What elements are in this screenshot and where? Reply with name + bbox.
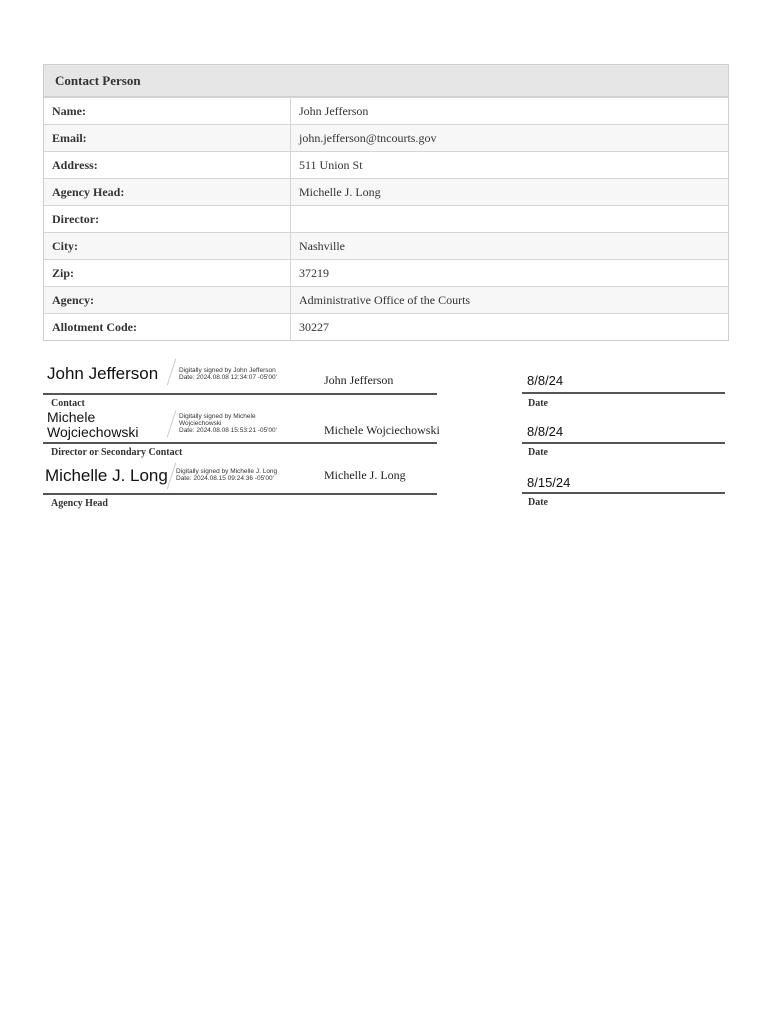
signature-stroke: [167, 411, 177, 438]
row-value: 30227: [299, 320, 329, 334]
row-label: Email:: [44, 125, 291, 151]
row-label: Allotment Code:: [44, 314, 291, 340]
table-row-agency: [44, 286, 728, 313]
date-line: [522, 492, 725, 494]
signature-line: [43, 393, 437, 395]
table-row-name: [44, 97, 728, 124]
row-value: John Jefferson: [299, 104, 369, 118]
printed-name: John Jefferson: [324, 373, 394, 387]
row-label: Address:: [44, 152, 291, 178]
signature-name-line: Wojciechowski: [47, 424, 139, 440]
digital-signature-meta: [179, 367, 277, 381]
meta-line: Digitally signed by Michelle J. Long: [176, 468, 278, 475]
director-date: 8/8/24: [527, 424, 564, 439]
row-value: john.jefferson@tncourts.gov: [299, 131, 437, 145]
table-title: Contact Person: [44, 65, 728, 97]
date-caption: Date: [528, 447, 548, 458]
digital-signature-meta: [179, 413, 277, 434]
row-value: Michelle J. Long: [299, 185, 381, 199]
row-label: City:: [44, 233, 291, 259]
digital-signature-name: John Jefferson: [47, 364, 159, 383]
date-caption: Date: [528, 398, 548, 409]
printed-name: Michele Wojciechowski: [324, 423, 440, 437]
signature-line: [43, 442, 437, 444]
table-row-city: [44, 232, 728, 259]
row-label: Agency:: [44, 287, 291, 313]
row-label: Name:: [44, 98, 291, 124]
contact-date: 8/8/24: [527, 373, 564, 388]
row-label: Director:: [44, 206, 291, 232]
row-label: Agency Head:: [44, 179, 291, 205]
digital-signature-name: Michelle J. Long: [45, 466, 168, 485]
table-row-address: [44, 151, 728, 178]
table-row-email: [44, 124, 728, 151]
table-row-allotment-code: [44, 313, 728, 340]
row-value: Nashville: [299, 239, 345, 253]
meta-line: Date: 2024.08.15 09:24:36 -05'00': [176, 475, 274, 482]
contact-person-table: [43, 64, 729, 341]
signature-caption: Director or Secondary Contact: [51, 447, 183, 458]
signature-stroke: [167, 463, 177, 490]
printed-name: Michelle J. Long: [324, 468, 406, 482]
agency-head-date: 8/15/24: [527, 475, 571, 490]
row-value: Administrative Office of the Courts: [299, 293, 471, 307]
meta-line: Digitally signed by Michele: [179, 413, 256, 420]
date-line: [522, 392, 725, 394]
row-label: Zip:: [44, 260, 291, 286]
meta-line: Wojciechowski: [179, 420, 222, 427]
digital-signature-meta: [176, 468, 277, 482]
meta-line: Date: 2024.08.08 15:53:21 -05'00': [179, 427, 277, 434]
date-caption: Date: [528, 497, 548, 508]
meta-line: Digitally signed by John Jefferson: [179, 367, 276, 374]
table-row-zip: [44, 259, 728, 286]
table-row-agency-head: [44, 178, 728, 205]
signature-caption: Agency Head: [51, 498, 108, 509]
row-value: 511 Union St: [299, 158, 363, 172]
row-value: 37219: [299, 266, 329, 280]
agency-head-signature-block: [43, 458, 437, 518]
meta-line: Date: 2024.08.08 12:34:07 -05'00': [179, 374, 277, 381]
director-signature-block: [43, 406, 440, 466]
table-row-director: [44, 205, 728, 232]
signature-name-line: Michele: [47, 409, 96, 425]
signature-stroke: [167, 359, 177, 386]
row-value: [291, 206, 299, 232]
signature-caption: Contact: [51, 398, 85, 409]
date-line: [522, 442, 725, 444]
digital-signature-name: [47, 410, 139, 440]
signature-line: [43, 493, 437, 495]
